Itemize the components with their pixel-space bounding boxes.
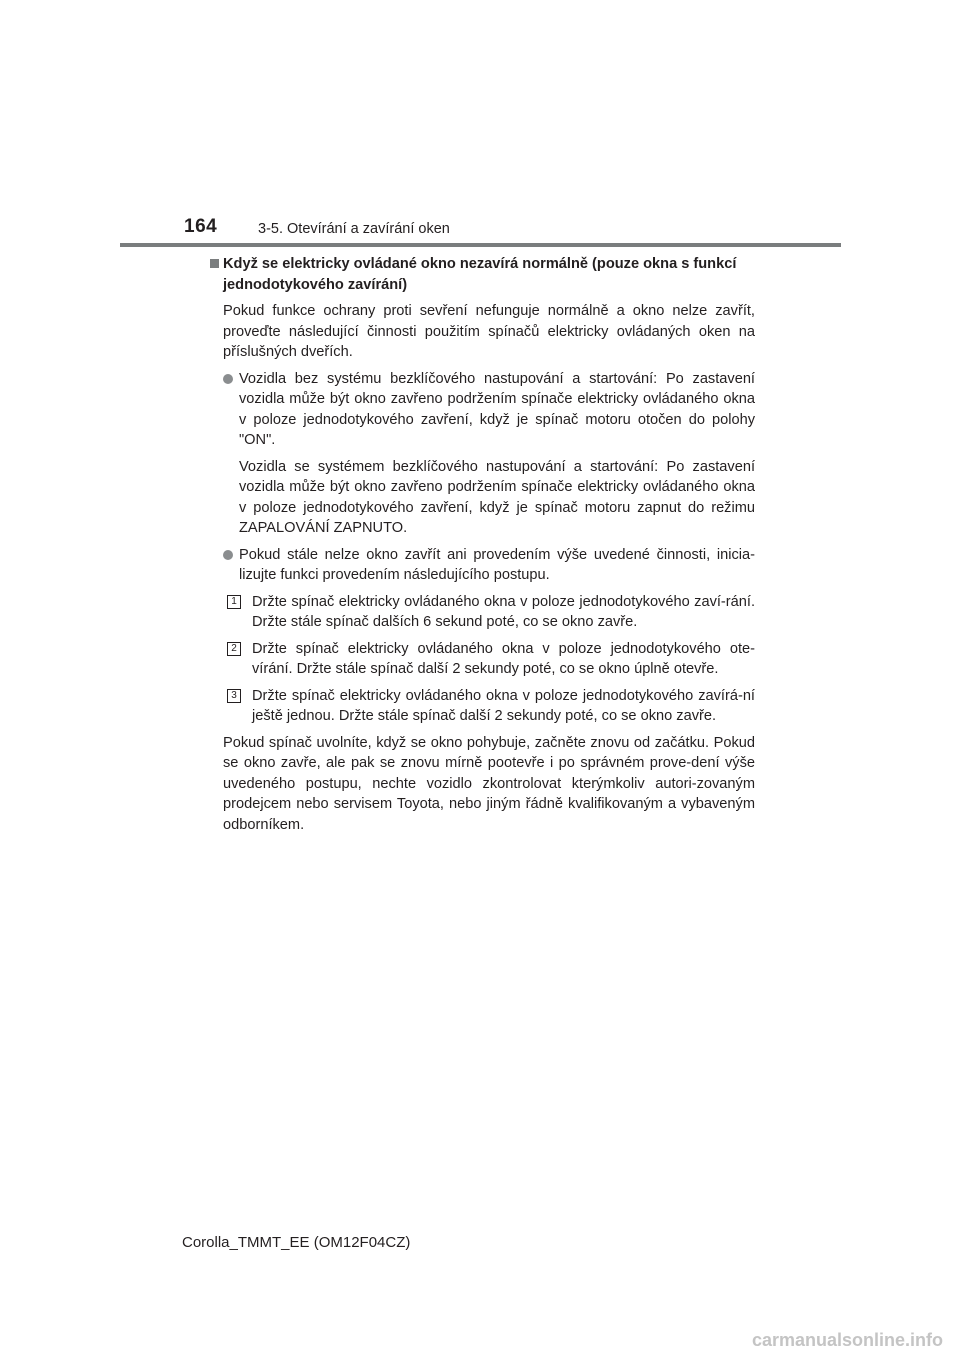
step-item [210, 686, 755, 727]
step-number-box: 3 [227, 689, 241, 703]
section-heading-text: Když se elektricky ovládané okno nezavírá normálně (pouze okna s funkcí jednodotykového zavírání) [223, 256, 737, 293]
step-item [210, 639, 755, 680]
section-heading [210, 254, 755, 295]
circle-bullet-icon [223, 550, 233, 560]
bullet-item [210, 369, 755, 451]
step-text: Držte spínač elektricky ovládaného okna v poloze jednodotykového zavírá-ní ještě jednou. Držte stále spínač další 2 sekundy poté, co se okno zavře. [252, 687, 755, 724]
bullet-item [210, 545, 755, 586]
step-number-box: 1 [227, 595, 241, 609]
step-text: Držte spínač elektricky ovládaného okna v poloze jednodotykového ote-vírání. Držte stále spínač další 2 sekundy poté, co se okno úplně otevře. [252, 640, 755, 677]
page-content [210, 254, 755, 835]
header-rule [120, 243, 841, 247]
bullet-text: Vozidla bez systému bezklíčového nastupování a startování: Po zastavení vozidla může být okno zavřeno podržením spínače elektricky ovládaného okna v poloze jednodotykového zavření, když je spínač motoru otočen do polohy "ON". [239, 370, 755, 448]
step-text: Držte spínač elektricky ovládaného okna v poloze jednodotykového zaví-rání. Držte stále spínač dalších 6 sekund poté, co se okno zavře. [252, 593, 755, 630]
manual-id-footer: Corolla_TMMT_EE (OM12F04CZ) [182, 1234, 411, 1251]
square-bullet-icon [210, 259, 219, 268]
bullet-text: Pokud stále nelze okno zavřít ani provedením výše uvedené činnosti, inicia-lizujte funkci provedením následujícího postupu. [239, 546, 755, 583]
closing-paragraph: Pokud spínač uvolníte, když se okno pohybuje, začněte znovu od začátku. Pokud se okno zavře, ale pak se znovu mírně pootevře i po správném prove-dení výše uvedeného postupu, nechte vozidlo zkontrolovat kterýmkoliv autori-zovaným prodejcem nebo servisem Toyota, nebo jiným řádně kvalifikovaným a vybaveným odborníkem. [223, 734, 755, 833]
circle-bullet-icon [223, 374, 233, 384]
bullet-continuation: Vozidla se systémem bezklíčového nastupování a startování: Po zastavení vozidla může být okno zavřeno podržením spínače elektricky ovládaného okna v poloze jednodotykového zavření, když je spínač motoru zapnut do režimu ZAPALOVÁNÍ ZAPNUTO. [239, 458, 755, 536]
step-item [210, 592, 755, 633]
chapter-title: 3-5. Otevírání a zavírání oken [258, 221, 450, 237]
page-number: 164 [184, 216, 218, 237]
watermark: carmanualsonline.info [752, 1330, 944, 1350]
intro-paragraph: Pokud funkce ochrany proti sevření nefunguje normálně a okno nelze zavřít, proveďte následující činnosti použitím spínačů elektricky ovládaných oken na příslušných dveřích. [223, 303, 755, 360]
step-number-box: 2 [227, 642, 241, 656]
